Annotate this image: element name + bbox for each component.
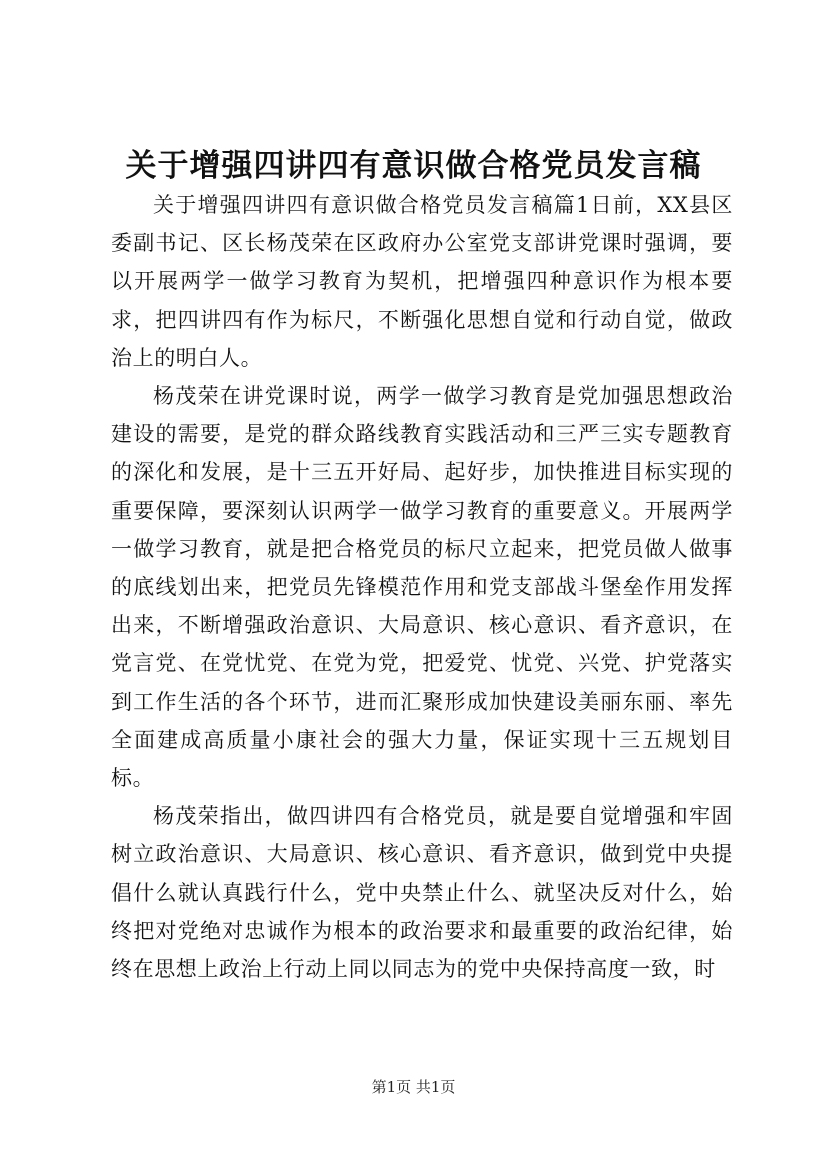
paragraph-3: 杨茂荣指出，做四讲四有合格党员，就是要自觉增强和牢固树立政治意识、大局意识、核心意识、看齐意识，做到党中央提倡什么就认真践行什么，党中央禁止什么、就坚决反对什么，始终把对党绝对忠诚作为根本的政治要求和最重要的政治纪律，始终在思想上政治上行动上同以同志为的党中央保持高度一致，时 <box>111 804 733 982</box>
paragraph-1: 关于增强四讲四有意识做合格党员发言稿篇1日前，XX县区委副书记、区长杨茂荣在区政府办公室党支部讲党课时强调，要以开展两学一做学习教育为契机，把增强四种意识作为根本要求，把四讲四有作为标尺，不断强化思想自觉和行动自觉，做政治上的明白人。 <box>111 193 733 370</box>
document-title: 关于增强四讲四有意识做合格党员发言稿 <box>125 148 702 184</box>
document-body <box>111 186 733 988</box>
paragraph-2: 杨茂荣在讲党课时说，两学一做学习教育是党加强思想政治建设的需要，是党的群众路线教育实践活动和三严三实专题教育的深化和发展，是十三五开好局、起好步，加快推进目标实现的重要保障，要深刻认识两学一做学习教育的重要意义。开展两学一做学习教育，就是把合格党员的标尺立起来，把党员做人做事的底线划出来，把党员先锋模范作用和党支部战斗堡垒作用发挥出来，不断增强政治意识、大局意识、核心意识、看齐意识，在党言党、在党忧党、在党为党，把爱党、忧党、兴党、护党落实到工作生活的各个环节，进而汇聚形成加快建设美丽东丽、率先全面建成高质量小康社会的强大力量，保证实现十三五规划目标。 <box>111 384 733 791</box>
page-footer: 第1页 共1页 <box>371 1078 456 1096</box>
